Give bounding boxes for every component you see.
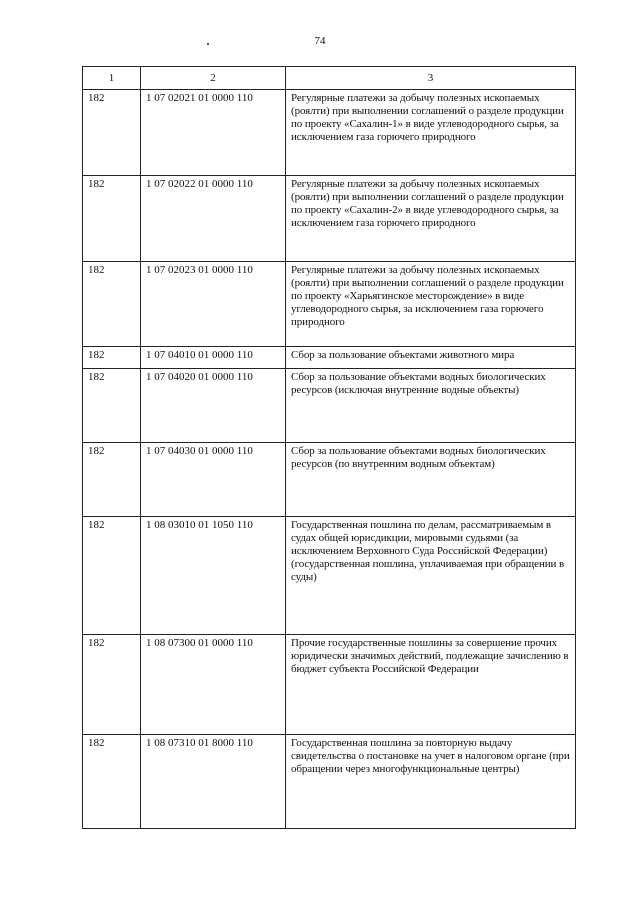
revenue-code-cell: 1 07 04020 01 0000 110 bbox=[141, 369, 286, 443]
description-cell: Прочие государственные пошлины за совершение прочих юридически значимых действий, подлежащие зачислению в бюджет субъекта Российской Федерации bbox=[286, 635, 576, 735]
admin-code-cell: 182 bbox=[83, 517, 141, 635]
revenue-code-cell: 1 07 02022 01 0000 110 bbox=[141, 176, 286, 262]
admin-code-cell: 182 bbox=[83, 369, 141, 443]
admin-code-cell: 182 bbox=[83, 443, 141, 517]
description-cell: Регулярные платежи за добычу полезных ископаемых (роялти) при выполнении соглашений о разделе продукции по проекту «Харьягинское месторождение» в виде углеводородного сырья, за исключением газа горючего природного bbox=[286, 262, 576, 347]
page-number: 74 bbox=[314, 35, 326, 47]
description-cell: Регулярные платежи за добычу полезных ископаемых (роялти) при выполнении соглашений о разделе продукции по проекту «Сахалин-2» в виде углеводородного сырья, за исключением газа горючего природного bbox=[286, 176, 576, 262]
revenue-code-cell: 1 07 02021 01 0000 110 bbox=[141, 90, 286, 176]
admin-code-cell: 182 bbox=[83, 635, 141, 735]
revenue-codes-table bbox=[82, 66, 576, 829]
revenue-code-cell: 1 07 04030 01 0000 110 bbox=[141, 443, 286, 517]
revenue-code-cell: 1 08 07300 01 0000 110 bbox=[141, 635, 286, 735]
table-row bbox=[83, 369, 576, 443]
column-header-2: 2 bbox=[141, 67, 286, 90]
table-row bbox=[83, 517, 576, 635]
table-row bbox=[83, 176, 576, 262]
table-row bbox=[83, 262, 576, 347]
column-header-1: 1 bbox=[83, 67, 141, 90]
revenue-code-cell: 1 07 02023 01 0000 110 bbox=[141, 262, 286, 347]
description-cell: Государственная пошлина по делам, рассматриваемым в судах общей юрисдикции, мировыми судьями (за исключением Верховного Суда Российской Федерации) (государственная пошлина, уплачиваемая при обращении в суды) bbox=[286, 517, 576, 635]
admin-code-cell: 182 bbox=[83, 90, 141, 176]
table-row bbox=[83, 90, 576, 176]
description-cell: Государственная пошлина за повторную выдачу свидетельства о постановке на учет в налоговом органе (при обращении через многофункциональные центры) bbox=[286, 735, 576, 829]
description-cell: Сбор за пользование объектами водных биологических ресурсов (по внутренним водным объектам) bbox=[286, 443, 576, 517]
scan-speck bbox=[207, 43, 209, 45]
admin-code-cell: 182 bbox=[83, 262, 141, 347]
revenue-code-cell: 1 08 07310 01 8000 110 bbox=[141, 735, 286, 829]
table-row bbox=[83, 443, 576, 517]
revenue-code-cell: 1 07 04010 01 0000 110 bbox=[141, 347, 286, 369]
table-row bbox=[83, 347, 576, 369]
admin-code-cell: 182 bbox=[83, 176, 141, 262]
description-cell: Сбор за пользование объектами водных биологических ресурсов (исключая внутренние водные объекты) bbox=[286, 369, 576, 443]
column-header-3: 3 bbox=[286, 67, 576, 90]
table-row bbox=[83, 635, 576, 735]
admin-code-cell: 182 bbox=[83, 347, 141, 369]
description-cell: Регулярные платежи за добычу полезных ископаемых (роялти) при выполнении соглашений о разделе продукции по проекту «Сахалин-1» в виде углеводородного сырья, за исключением газа горючего природного bbox=[286, 90, 576, 176]
description-cell: Сбор за пользование объектами животного мира bbox=[286, 347, 576, 369]
table-header-row bbox=[83, 67, 576, 90]
table-row bbox=[83, 735, 576, 829]
admin-code-cell: 182 bbox=[83, 735, 141, 829]
revenue-code-cell: 1 08 03010 01 1050 110 bbox=[141, 517, 286, 635]
